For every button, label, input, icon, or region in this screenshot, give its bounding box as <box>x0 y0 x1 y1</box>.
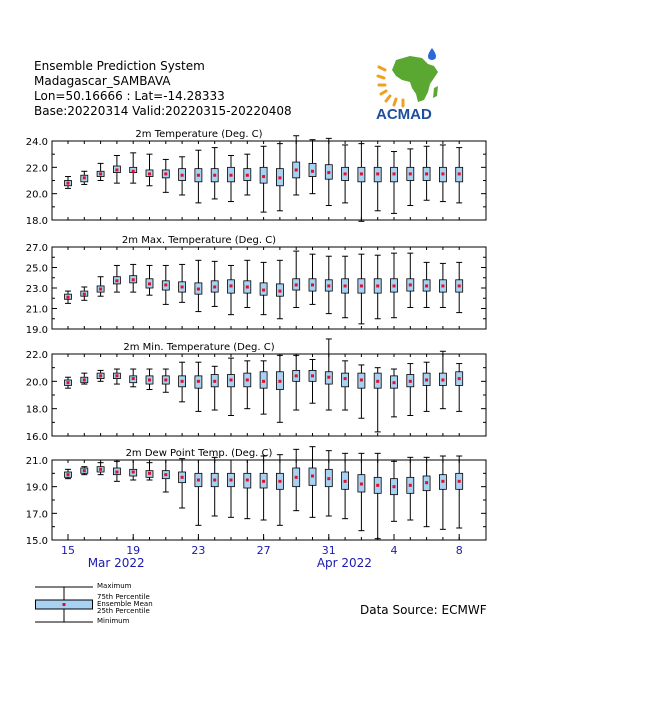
legend-box-icon <box>35 585 95 625</box>
legend-ensemble-mean: Ensemble Mean <box>97 600 153 608</box>
mean-marker <box>409 283 412 286</box>
mean-marker <box>458 480 461 483</box>
mean-marker <box>99 288 102 291</box>
mean-marker <box>393 284 396 287</box>
y-tick-label: 16.0 <box>25 432 48 443</box>
mean-marker <box>311 374 314 377</box>
mean-marker <box>246 378 249 381</box>
mean-marker <box>278 290 281 293</box>
x-tick-label: 31 <box>321 544 336 557</box>
x-tick-label: 19 <box>126 544 141 557</box>
mean-marker <box>458 377 461 380</box>
mean-marker <box>115 279 118 282</box>
y-tick-label: 20.0 <box>25 189 48 201</box>
mean-marker <box>230 378 233 381</box>
header-line-4: Base:20220314 Valid:20220315-20220408 <box>34 104 292 118</box>
mean-marker <box>181 380 184 383</box>
mean-marker <box>441 172 444 175</box>
mean-marker <box>344 377 347 380</box>
mean-marker <box>262 380 265 383</box>
mean-marker <box>409 172 412 175</box>
y-tick-label: 27.0 <box>25 243 48 254</box>
mean-marker <box>458 284 461 287</box>
panel-title: 2m Temperature (Deg. C) <box>135 129 263 140</box>
mean-marker <box>213 174 216 177</box>
mean-marker <box>148 472 151 475</box>
mean-marker <box>67 182 70 185</box>
legend-minimum: Minimum <box>97 617 130 625</box>
mean-marker <box>278 380 281 383</box>
mean-marker <box>83 176 86 179</box>
mean-marker <box>344 172 347 175</box>
mean-marker <box>376 284 379 287</box>
mean-marker <box>230 479 233 482</box>
mean-marker <box>311 170 314 173</box>
mean-marker <box>246 479 249 482</box>
mean-marker <box>376 380 379 383</box>
x-month-label: Mar 2022 <box>87 556 145 570</box>
mean-marker <box>99 468 102 471</box>
legend-75th-percentile: 75th Percentile <box>97 593 150 601</box>
mean-marker <box>83 469 86 472</box>
panel-title: 2m Max. Temperature (Deg. C) <box>121 235 277 246</box>
mean-marker <box>262 175 265 178</box>
mean-marker <box>99 374 102 377</box>
y-tick-label: 20.0 <box>25 377 48 389</box>
mean-marker <box>327 477 330 480</box>
mean-marker <box>181 476 184 479</box>
legend-maximum: Maximum <box>97 582 132 590</box>
y-tick-label: 22.0 <box>25 163 48 175</box>
mean-marker <box>278 176 281 179</box>
mean-marker <box>115 471 118 474</box>
mean-marker <box>197 174 200 177</box>
mean-marker <box>278 480 281 483</box>
y-tick-label: 22.0 <box>25 350 48 361</box>
mean-marker <box>327 171 330 174</box>
mean-marker <box>295 476 298 479</box>
mean-marker <box>393 172 396 175</box>
mean-marker <box>376 172 379 175</box>
mean-marker <box>197 479 200 482</box>
mean-marker <box>164 378 167 381</box>
mean-marker <box>409 484 412 487</box>
mean-marker <box>132 278 135 281</box>
header-line-3: Lon=50.16666 : Lat=-14.28333 <box>34 89 225 103</box>
mean-marker <box>360 378 363 381</box>
mean-marker <box>295 283 298 286</box>
mean-marker <box>132 377 135 380</box>
mean-marker <box>83 378 86 381</box>
mean-marker <box>344 480 347 483</box>
mean-marker <box>99 172 102 175</box>
header-line-1: Ensemble Prediction System <box>34 59 205 73</box>
mean-marker <box>132 170 135 173</box>
mean-marker <box>181 174 184 177</box>
mean-marker <box>246 174 249 177</box>
panel-frame <box>52 354 486 436</box>
y-tick-label: 15.0 <box>25 536 48 547</box>
mean-marker <box>83 293 86 296</box>
mean-marker <box>246 285 249 288</box>
x-tick-label: 4 <box>390 544 398 557</box>
y-tick-label: 23.0 <box>25 284 48 295</box>
mean-marker <box>376 484 379 487</box>
panel-title: 2m Min. Temperature (Deg. C) <box>123 342 275 353</box>
y-tick-label: 17.0 <box>25 509 48 521</box>
legend-25th-percentile: 25th Percentile <box>97 607 150 615</box>
mean-marker <box>148 282 151 285</box>
mean-marker <box>425 284 428 287</box>
mean-marker <box>311 475 314 478</box>
x-tick-label: 23 <box>191 544 206 557</box>
mean-marker <box>67 473 70 476</box>
panel-title: 2m Dew Point Temp. (Deg. C) <box>125 448 273 459</box>
mean-marker <box>441 480 444 483</box>
x-tick-label: 27 <box>256 544 271 557</box>
mean-marker <box>181 285 184 288</box>
y-tick-label: 18.0 <box>25 404 48 416</box>
mean-marker <box>148 378 151 381</box>
y-tick-label: 21.0 <box>25 304 48 316</box>
mean-marker <box>262 289 265 292</box>
mean-marker <box>425 378 428 381</box>
mean-marker <box>115 374 118 377</box>
mean-marker <box>425 481 428 484</box>
mean-marker <box>311 283 314 286</box>
mean-marker <box>409 380 412 383</box>
mean-marker <box>393 485 396 488</box>
mean-marker <box>213 380 216 383</box>
mean-marker <box>360 172 363 175</box>
mean-marker <box>67 296 70 299</box>
mean-marker <box>441 284 444 287</box>
mean-marker <box>441 378 444 381</box>
mean-marker <box>360 284 363 287</box>
x-month-label: Apr 2022 <box>316 556 372 570</box>
header-line-2: Madagascar_SAMBAVA <box>34 74 171 88</box>
y-tick-label: 25.0 <box>25 263 48 275</box>
mean-marker <box>295 168 298 171</box>
mean-marker <box>197 380 200 383</box>
mean-marker <box>67 381 70 384</box>
x-tick-label: 8 <box>455 544 463 557</box>
mean-marker <box>262 480 265 483</box>
mean-marker <box>327 376 330 379</box>
mean-marker <box>327 284 330 287</box>
mean-marker <box>230 174 233 177</box>
mean-marker <box>425 172 428 175</box>
y-tick-label: 19.0 <box>25 325 48 336</box>
mean-marker <box>115 168 118 171</box>
mean-marker <box>148 172 151 175</box>
mean-marker <box>132 471 135 474</box>
mean-marker <box>213 285 216 288</box>
mean-marker <box>393 381 396 384</box>
y-tick-label: 24.0 <box>25 137 48 148</box>
mean-marker <box>164 172 167 175</box>
y-tick-label: 18.0 <box>25 216 48 227</box>
y-tick-label: 19.0 <box>25 482 48 494</box>
mean-marker <box>164 473 167 476</box>
mean-marker <box>164 283 167 286</box>
data-source: Data Source: ECMWF <box>360 603 487 617</box>
mean-marker <box>295 374 298 377</box>
y-tick-label: 21.0 <box>25 456 48 467</box>
logo-text: ACMAD <box>376 106 432 123</box>
mean-marker <box>360 483 363 486</box>
mean-marker <box>197 288 200 291</box>
mean-marker <box>230 284 233 287</box>
mean-marker <box>344 284 347 287</box>
x-tick-label: 15 <box>61 544 75 557</box>
mean-marker <box>458 172 461 175</box>
mean-marker <box>213 479 216 482</box>
